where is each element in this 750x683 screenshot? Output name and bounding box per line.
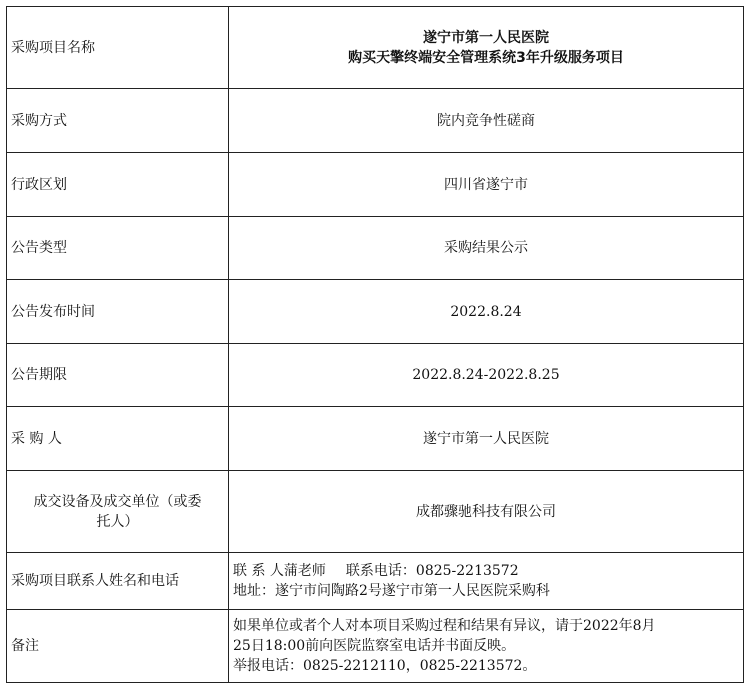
procurement-result-table xyxy=(6,6,744,683)
row-purchaser xyxy=(7,407,744,471)
label-winning-supplier xyxy=(7,471,229,553)
row-publish-date xyxy=(7,280,744,344)
label-notice-type: 公告类型 xyxy=(7,217,229,280)
row-notice-type xyxy=(7,217,744,280)
row-notice-period xyxy=(7,344,744,407)
value-procurement-method: 院内竞争性磋商 xyxy=(229,89,744,153)
row-winning-supplier xyxy=(7,471,744,553)
label-project-name: 采购项目名称 xyxy=(7,7,229,89)
remarks-line-1: 如果单位或者个人对本项目采购过程和结果有异议，请于2022年8月 xyxy=(233,618,656,634)
winning-supplier-label-line-1: 成交设备及成交单位（或委 xyxy=(33,493,202,510)
contact-name: 蒲老师 xyxy=(283,563,326,579)
value-remarks xyxy=(229,610,744,683)
label-contact: 采购项目联系人姓名和电话 xyxy=(7,553,229,610)
winning-supplier-label-line-2: 托人） xyxy=(96,513,139,530)
value-notice-period: 2022.8.24-2022.8.25 xyxy=(229,344,744,407)
value-region: 四川省遂宁市 xyxy=(229,153,744,217)
remarks-line-2: 25日18:00前向医院监察室电话并书面反映。 xyxy=(233,638,516,654)
value-purchaser: 遂宁市第一人民医院 xyxy=(229,407,744,471)
row-project-name xyxy=(7,7,744,89)
contact-name-label: 联 系 人 xyxy=(233,563,284,579)
project-name-line-2: 购买天擎终端安全管理系统3年升级服务项目 xyxy=(348,49,624,66)
row-remarks xyxy=(7,610,744,683)
value-winning-supplier: 成都骤驰科技有限公司 xyxy=(229,471,744,553)
value-contact xyxy=(229,553,744,610)
remarks-line-3: 举报电话：0825-2212110，0825-2213572。 xyxy=(233,658,537,674)
value-project-name xyxy=(229,7,744,89)
contact-phone: 0825-2213572 xyxy=(415,563,519,579)
contact-phone-label: 联系电话： xyxy=(345,563,416,579)
contact-address: 地址：遂宁市问陶路2号遂宁市第一人民医院采购科 xyxy=(233,583,550,599)
label-purchaser: 采 购 人 xyxy=(7,407,229,471)
label-notice-period: 公告期限 xyxy=(7,344,229,407)
project-name-line-1: 遂宁市第一人民医院 xyxy=(423,29,549,46)
value-notice-type: 采购结果公示 xyxy=(229,217,744,280)
contact-line-1 xyxy=(233,561,739,581)
row-contact xyxy=(7,553,744,610)
row-procurement-method xyxy=(7,89,744,153)
label-publish-date: 公告发布时间 xyxy=(7,280,229,344)
value-publish-date: 2022.8.24 xyxy=(229,280,744,344)
label-remarks: 备注 xyxy=(7,610,229,683)
row-region xyxy=(7,153,744,217)
label-procurement-method: 采购方式 xyxy=(7,89,229,153)
label-region: 行政区划 xyxy=(7,153,229,217)
